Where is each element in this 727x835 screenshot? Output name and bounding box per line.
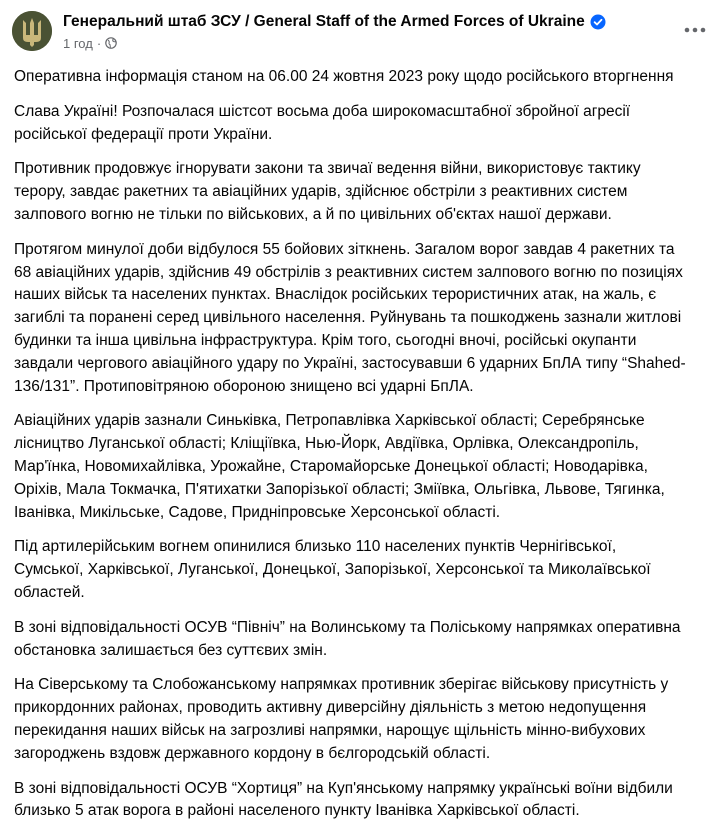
trident-emblem-icon	[12, 11, 52, 51]
post-header	[0, 0, 727, 62]
post-body	[14, 66, 714, 835]
post-paragraph-enemy-tactics: Противник продовжує ігнорувати закони та звичаї ведення війни, використовує тактику терору, завдає ракетних та авіаційних ударів, здійснює обстріли з реактивних систем залпового вогню не тільки по військових, а й по цивільних об'єктах нашої держави.	[14, 160, 641, 223]
post-paragraph-daily-summary: Протягом минулої доби відбулося 55 бойових зіткнень. Загалом ворог завдав 4 ракетних та 68 авіаційних ударів, здійснив 49 обстрілів з реактивних систем залпового вогню по позиціях наших військ та населених пунктах. Внаслідок російських терористичних атак, на жаль, є загиблі та поранені серед цивільного населення. Руйнувань та пошкоджень зазнали житлові будинки та інша цивільна інфраструктура. Крім того, сьогодні вночі, російські окупанти завдали чергового авіаційного удару по Україні, застосувавши 6 ударних БпЛА типу “Shahed- 136/131”. Протиповітряною обороною знищено всі ударні БпЛА.	[14, 240, 686, 395]
meta-separator: ·	[96, 35, 102, 51]
author-line	[63, 11, 606, 33]
author-name[interactable]: Генеральний штаб ЗСУ / General Staff of the Armed Forces of Ukraine	[63, 13, 585, 30]
post-timestamp[interactable]: 1 год	[63, 35, 93, 51]
post-paragraph-khortytsia: В зоні відповідальності ОСУВ “Хортиця” на Куп'янському напрямку українські воїни відбили близько 5 атак ворога в районі населеного пункту Іванівка Харківської області.	[14, 779, 673, 820]
post-paragraph-north: В зоні відповідальності ОСУВ “Північ” на Волинському та Поліському напрямках оперативна обстановка залишається без суттєвих змін.	[14, 618, 681, 659]
more-horizontal-icon	[684, 27, 706, 33]
verified-badge-icon	[590, 14, 606, 30]
post-paragraph-artillery: Під артилерійським вогнем опинилися близько 110 населених пунктів Чернігівської, Сумської, Харківської, Луганської, Донецької, Запорізької, Херсонської та Миколаївської областей.	[14, 538, 651, 601]
post-paragraph-greeting: Слава Україні! Розпочалася шістсот восьма доба широкомасштабної збройної агресії російської федерації проти України.	[14, 102, 631, 143]
post-meta	[63, 34, 117, 52]
post-paragraph-air-strikes: Авіаційних ударів зазнали Синьківка, Петропавлівка Харківської області; Серебрянське лісництво Луганської області; Кліщіївка, Нью-Йорк, Авдіївка, Орлівка, Олександропіль, Мар'їнка, Новомихайлівка, Урожайне, Старомайорське Донецької області; Новодарівка, Оріхів, Мала Токмачка, П'ятихатки Запорізької області; Зміївка, Ольгівка, Львове, Тягинка, Іванівка, Микільське, Садове, Придніпровське Херсонської області.	[14, 412, 665, 521]
post-paragraph-siversk-slobozhansk: На Сіверському та Слобожанському напрямках противник зберігає військову присутність у прикордонних районах, проводить активну диверсійну діяльність з метою недопущення перекидання наших військ на загрозливі напрямки, нарощує щільність мінно-вибухових загороджень вздовж державного кордону в бєлгородській області.	[14, 676, 669, 762]
avatar[interactable]	[12, 11, 52, 51]
more-options-button[interactable]	[677, 16, 713, 44]
globe-icon[interactable]	[105, 37, 117, 49]
post-paragraph-headline: Оперативна інформація станом на 06.00 24 жовтня 2023 року щодо російського вторгнення	[14, 68, 674, 85]
